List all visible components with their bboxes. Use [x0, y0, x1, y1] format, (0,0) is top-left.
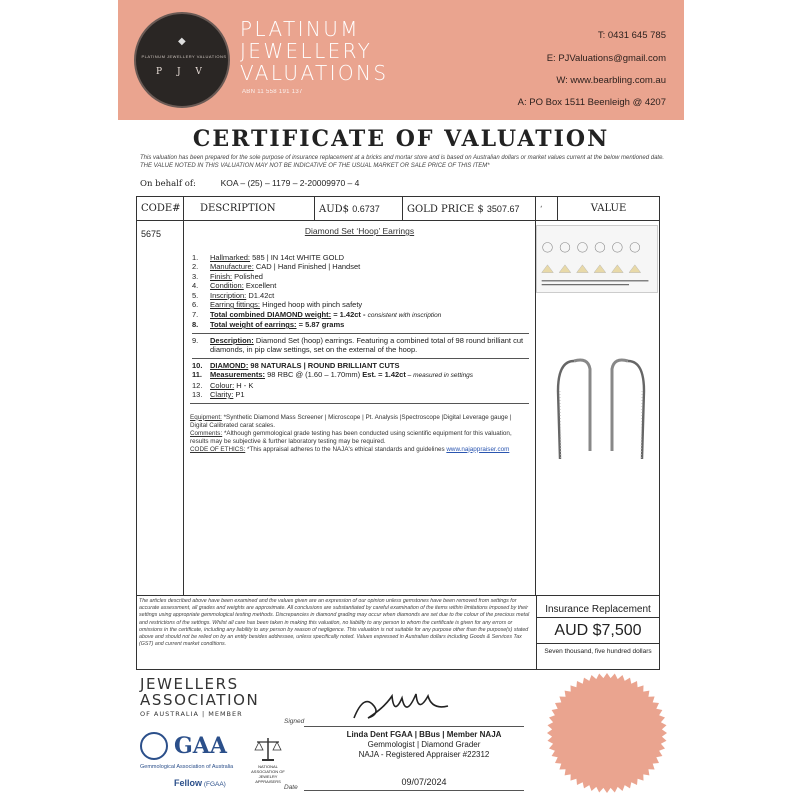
insurance-words: Seven thousand, five hundred dollars — [544, 648, 652, 655]
logo-ring-text: PLATINUM JEWELLERY VALUATIONS — [141, 54, 227, 59]
list-item: 6. Earring fittings: Hinged hoop with pinch safety — [192, 300, 363, 309]
insurance-label: Insurance Replacement — [537, 604, 659, 618]
insurance-amount: AUD $7,500 — [537, 622, 659, 644]
item-specs — [190, 253, 529, 400]
list-item: 3. Finish: Polished — [192, 271, 263, 281]
handwritten-signature — [344, 688, 454, 728]
abn-number: ABN 11 558 191 137 — [242, 89, 303, 95]
signed-label: Signed — [284, 718, 305, 725]
contact-phone: T: 0431 645 785 — [597, 30, 666, 41]
company-seal — [546, 672, 668, 794]
letterhead — [118, 0, 684, 120]
insurance-replacement — [536, 596, 659, 670]
header-mid: ‘ — [536, 197, 558, 221]
earrings-photo — [544, 351, 652, 461]
divider — [190, 403, 529, 404]
item-title: Diamond Set ‘Hoop’ Earrings — [304, 226, 415, 236]
divider — [192, 358, 529, 359]
behalf-reference: KOA – (25) – 1179 – 2-20009970 – 4 — [220, 178, 360, 188]
contact-web: W: www.bearbling.com.au — [556, 75, 666, 86]
item-code: 5675 — [137, 221, 184, 595]
valuation-table — [136, 196, 660, 670]
list-item: 10. DIAMOND: 98 NATURALS | ROUND BRILLIANT CUTS — [192, 360, 400, 370]
grading-scale-chart — [536, 225, 658, 293]
gem-icon: ◆ — [178, 36, 186, 47]
testing-notes: Equipment: *Synthetic Diamond Mass Screener | Microscope | Pt. Analysis |Spectroscope |Digital Leverage gauge | Digital Calibrated carat scales. Comments: *Although gemmological grade testing has been conducted using scientific equipment for this valuation, results may be subjective & further laboratory testing may be required. CODE OF ETHICS: *This appraisal adheres to the NAJA's ethical standards and guidelines www.najappraiser.com — [190, 413, 512, 453]
terms-text: The articles described above have been examined and the values given are an expression of our opinion unless gemstones have been removed from settings for accurate assessment, all grades and weights are approximate. All conclusions are substantiated by careful examination of the items within limitations imposed by their settings using appropriate gemmological testing methods. Discrepancies in diamond grading may occur when diamonds are set due to the colour of the precious metal and restrictions of the settings. Whilst all care has been taken in making this valuation, no liability to any person to whom the certificate is given for any errors or omissions in the certificate, including any liability to any person by reason of negligence. This valuation is not suitable for any purpose other than the purpose(s) stated above and should not be relied on by an entity besides addressee, unless specifically noted. Values expressed in Australian dollars including Goods & Services Tax (GST) and current market conditions. — [139, 598, 530, 648]
valuation-disclaimer: This valuation has been prepared for the sole purpose of insurance replacement at a bricks and mortar store and is based on Australian dollars or market values current at the below mentioned date. THE VALUE NOTED IN THIS VALUATION MAY NOT BE INDICATIVE OF THE USUAL MARKET OR SALE PRICE OF THIS ITEM* — [140, 155, 665, 169]
list-item: 11. Measurements: 98 RBC @ (1.60 – 1.70mm) Est. = 1.42ct – measured in settings — [192, 370, 474, 379]
date-line — [304, 790, 524, 791]
list-item: 2. Manufacture: CAD | Hand Finished | Handset — [192, 262, 361, 271]
valuation-date: 09/07/2024 — [401, 777, 447, 787]
header-value: VALUE — [590, 203, 627, 214]
header-aud: AUD$ 0.6737 — [315, 197, 403, 221]
certificate-sheet: ◆ PLATINUM JEWELLERY VALUATIONS P J V PLATINUM JEWELLERY VALUATIONS ABN 11 558 191 137 T: 0431 645 785 E: PJValuations@gmail.com W: www.bearbling.com.au A: PO Box 1511 Beenleigh @ 4207 CERTIFICATE OF VALUATION This valuation has been prepared for the sole purpose of insurance replacement at a bricks and mortar store and is based on Australian dollars or market values current at the below mentioned date. THE VALUE NOTED IN THIS VALUATION MAY NOT BE INDICATIVE OF THE USUAL MARKET OR SALE PRICE OF THIS ITEM* On behalf of: KOA – (25) – 1179 – 2-20009970 – 4 CODE# DESCRIPTION AUD$ 0.6737 GOLD PRICE $ 3507.67 ‘ VALUE 5675 Diamond Set ‘Hoop’ Earrings 1. Hallmarked: 585 | IN 14ct WHITE GOLD 2. Manufacture: CAD | Hand Finished | Handset 3. Finish: Polished 4. Condition: Excellent 5. Inscription: D1.42ct 6. Earring fittings: Hinged hoop with pinch safety 7. Total combined DIAMOND weight: = 1.42ct - consistent with inscription 8. Total weight of earrings: = 5.87 grams 9. Description: Diamond Set (hoop) earrings. Featuring a combined total of 98 round brilliant cut diamonds, in pip claw settings, set on the external of the hoop. 10. DIAMOND: 98 NATURALS | ROUND BRILLIANT CUTS 11. Measurements: 98 RBC @ (1.60 – 1.70mm) Est. = 1.42ct – measured in settings 12. Colour: H - K 13. Clarity: P1 Equipment: *Synthetic Diamond Mass Screener | Microscope | Pt. Analysis |Spectroscope |Digital Leverage gauge | Digital Calibrated carat scales. Comments: *Although gemmological grade testing has been conducted using scientific equipment for this valuation, results may be subjective & further laboratory testing may be required. CODE OF ETHICS: *This appraisal adheres to the NAJA's ethical standards and guidelines www.najappraiser.com The articles described above have been examined and the values given are an expression of our opinion unless gemstones have been removed from settings for accurate assessment, all grades and weights are approximate. All conclusions are substantiated by careful examination of the items within limitations imposed by their settings using appropriate gemmological testing methods. Discrepancies in diamond grading may occur when diamonds are set due to the colour of the precious metal and restrictions of the settings. Whilst all care has been taken in making this valuation, no liability to any person to whom the certificate is given for any errors or omissions in the certificate, including any liability to any person by reason of negligence. This valuation is not suitable for any purpose other than the purpose(s) stated above and should not be relied on by an entity besides addressee, unless specifically noted. Values expressed in Australian dollars including Goods & Services Tax (GST) and current market conditions. Insurance Replacement AUD $7,500 Seven thousand, five hundred dollars JEWELLERS ASSOCIATION OF AUSTRALIA | MEMBER GAA Gemmological Association of Australia Fellow (FGAA) NATIONAL ASSOCIATION OF JEWELRY APPRAISERS Signed Linda Dent FGAA | BBus | Member NAJA Gemmologist | Diamond Grader NAJA - Registered Appraiser #22312 Date 09/07/2024 — [118, 0, 684, 800]
list-item: 8. Total weight of earrings: = 5.87 grams — [192, 320, 345, 329]
date-label: Date — [284, 784, 298, 791]
naja-link[interactable]: www.najappraiser.com — [446, 445, 510, 453]
fellow-badge: Fellow (FGAA) — [174, 778, 226, 788]
list-item: 12. Colour: H - K — [192, 380, 254, 390]
appraiser-details: Linda Dent FGAA | BBus | Member NAJA Gemmologist | Diamond Grader NAJA - Registered Appraiser #22312 — [346, 730, 502, 759]
item-description — [184, 221, 536, 595]
header-code: CODE# — [137, 197, 184, 221]
header-description: DESCRIPTION — [184, 197, 315, 221]
scales-icon — [254, 736, 282, 762]
list-item: 13. Clarity: P1 — [192, 390, 245, 399]
signature-line — [304, 726, 524, 727]
list-item: 1. Hallmarked: 585 | IN 14ct WHITE GOLD — [192, 252, 345, 262]
footer-row — [137, 595, 659, 669]
logo-initials: P J V — [156, 67, 208, 77]
header-gold-price: GOLD PRICE $ 3507.67 — [403, 197, 536, 221]
list-item: 7. Total combined DIAMOND weight: = 1.42ct - consistent with inscription — [192, 309, 442, 319]
divider — [192, 333, 529, 334]
contact-email: E: PJValuations@gmail.com — [546, 53, 666, 64]
company-logo — [134, 12, 230, 108]
table-header — [137, 197, 659, 221]
contact-address: A: PO Box 1511 Beenleigh @ 4207 — [517, 97, 666, 108]
company-name: PLATINUM JEWELLERY VALUATIONS — [240, 17, 389, 85]
jewellers-association-logo: JEWELLERS ASSOCIATION OF AUSTRALIA | MEMBER — [140, 675, 260, 718]
list-item: 5. Inscription: D1.42ct — [192, 290, 275, 300]
list-item: 4. Condition: Excellent — [192, 281, 277, 290]
gaa-emblem-icon — [140, 732, 168, 760]
naja-logo: NATIONAL ASSOCIATION OF JEWELRY APPRAISERS — [246, 736, 290, 784]
list-item: 9. Description: Diamond Set (hoop) earrings. Featuring a combined total of 98 round brilliant cut diamonds, in pip claw settings, set on the external of the hoop. — [192, 335, 524, 354]
certificate-title: CERTIFICATE OF VALUATION — [192, 126, 610, 152]
value-column — [536, 221, 659, 595]
behalf-of: On behalf of: KOA – (25) – 1179 – 2-20009970 – 4 — [140, 178, 360, 189]
